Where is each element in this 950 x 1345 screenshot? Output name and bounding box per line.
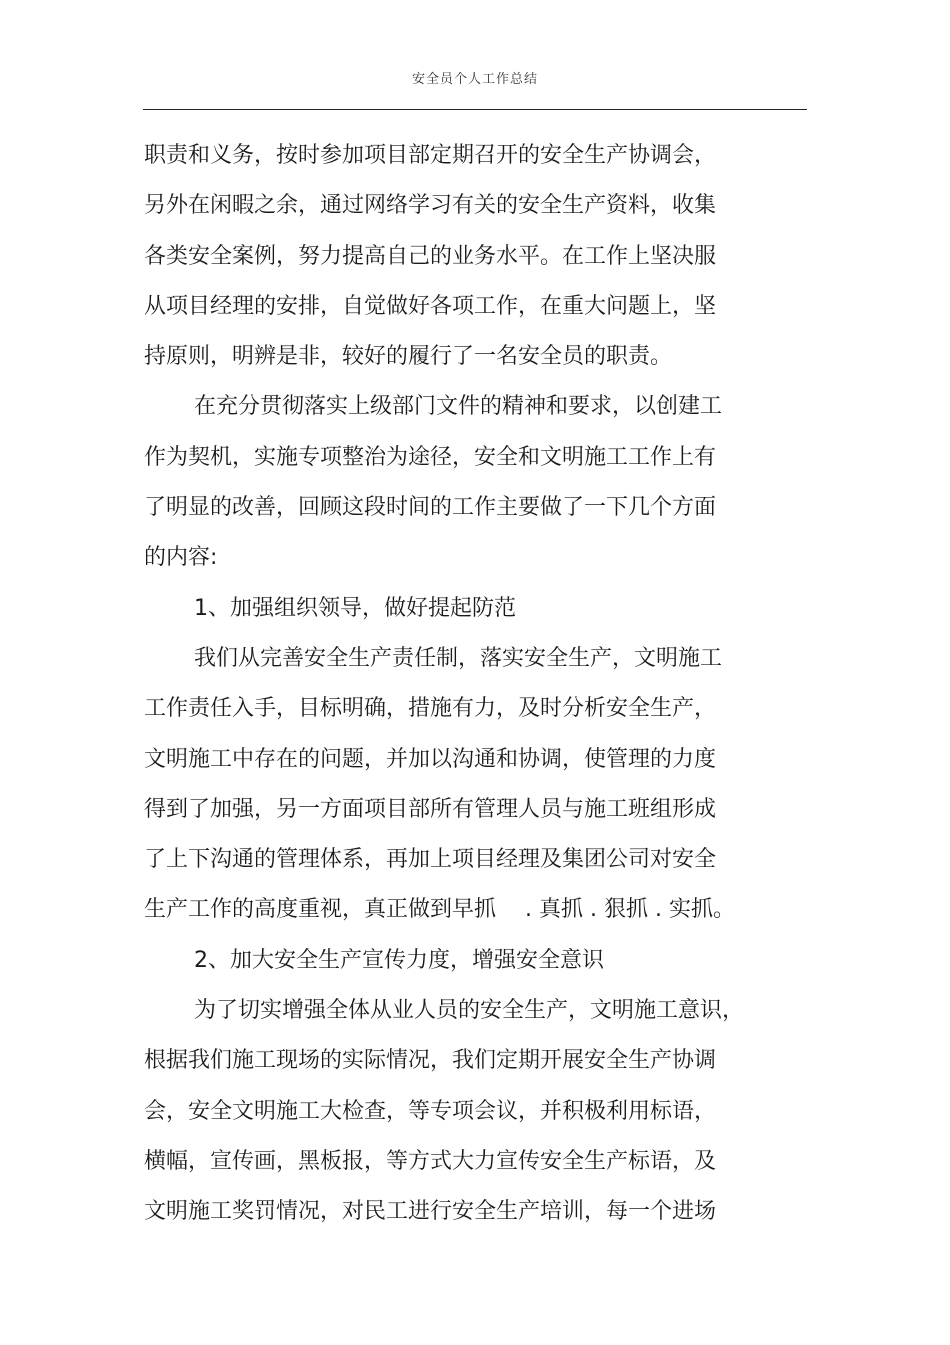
text-line: 我们从完善安全生产责任制，落实安全生产，文明施工	[194, 645, 723, 671]
body-text	[144, 131, 764, 1238]
text-line: 文明施工中存在的问题，并加以沟通和协调，使管理的力度	[144, 746, 717, 772]
text-line: 各类安全案例，努力提高自己的业务水平。在工作上坚决服	[144, 243, 717, 269]
text-line: 在充分贯彻落实上级部门文件的精神和要求，以创建工	[194, 394, 723, 420]
text-line: 得到了加强，另一方面项目部所有管理人员与施工班组形成	[144, 796, 717, 822]
text-line: 了上下沟通的管理体系，再加上项目经理及集团公司对安全	[144, 847, 717, 873]
text-line: 1、加强组织领导，做好提起防范	[194, 595, 516, 621]
text-line: 的内容:	[144, 545, 218, 571]
text-line: 职责和义务，按时参加项目部定期召开的安全生产协调会，	[144, 143, 717, 168]
text-line: 会，安全文明施工大检查，等专项会议，并积极利用标语，	[144, 1098, 717, 1124]
text-line: 横幅，宣传画，黑板报，等方式大力宣传安全生产标语，及	[144, 1148, 717, 1174]
text-line: 作为契机，实施专项整治为途径，安全和文明施工工作上有	[144, 444, 717, 470]
text-line: 2、加大安全生产宣传力度，增强安全意识	[194, 947, 604, 973]
text-line: 文明施工奖罚情况，对民工进行安全生产培训，每一个进场	[144, 1199, 717, 1225]
text-line: 从项目经理的安排，自觉做好各项工作，在重大问题上，坚	[144, 293, 717, 319]
text-line: 工作责任入手，目标明确，措施有力，及时分析安全生产，	[144, 696, 717, 722]
running-header-title: 安全员个人工作总结	[411, 72, 538, 87]
header-divider	[143, 109, 807, 110]
text-line: 为了切实增强全体从业人员的安全生产，文明施工意识，	[194, 998, 745, 1024]
text-line: 另外在闲暇之余，通过网络学习有关的安全生产资料，收集	[144, 193, 717, 219]
text-line: 生产工作的高度重视，真正做到早抓 . 真抓 . 狠抓 . 实抓。	[144, 897, 735, 923]
text-line: 了明显的改善，回顾这段时间的工作主要做了一下几个方面	[144, 495, 717, 521]
text-line: 根据我们施工现场的实际情况，我们定期开展安全生产协调	[144, 1048, 717, 1074]
text-line: 持原则，明辨是非，较好的履行了一名安全员的职责。	[144, 344, 673, 370]
